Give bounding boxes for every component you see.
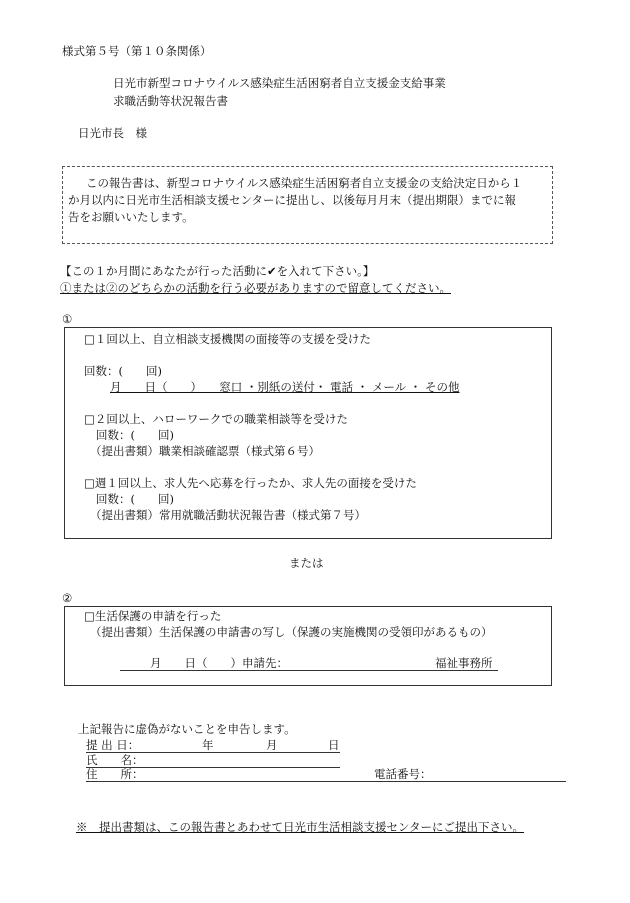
intro-line-2: か月以内に日光市生活相談支援センターに提出し、以後毎月月末（提出期限）までに報 — [68, 193, 517, 207]
submit-date-label: 提 出 日： — [86, 738, 140, 752]
form-number: 様式第５号（第１０条関係） — [62, 44, 212, 58]
section1-label: ① — [62, 312, 73, 326]
submit-month: 月 — [266, 738, 278, 752]
submit-year: 年 — [202, 738, 214, 752]
section2-date: 月 日（ ）申請先： — [150, 656, 288, 670]
section2-office: 福祉事務所 — [435, 656, 493, 670]
title-line-1: 日光市新型コロナウイルス感染症生活困窮者自立支援金支給事業 — [113, 76, 446, 90]
address-underline — [86, 781, 566, 782]
section1-item3-doc: （提出書類）常用就職活動状況報告書（様式第７号） — [90, 508, 366, 522]
section1-item2-check[interactable]: □２回以上、ハローワークでの職業相談等を受けた — [84, 412, 348, 426]
footnote: ※ 提出書類は、この報告書とあわせて日光市生活相談支援センターにご提出下さい。 — [76, 820, 525, 834]
title-line-2: 求職活動等状況報告書 — [113, 94, 228, 108]
section2-check[interactable]: □生活保護の申請を行った — [84, 609, 222, 623]
section1-item3-check[interactable]: □週１回以上、求人先へ応募を行ったか、求人先の面接を受けた — [84, 476, 417, 490]
section1-item2-count: 回数：( 回) — [96, 428, 174, 442]
phone-label: 電話番号： — [374, 767, 432, 781]
name-label: 氏 名： — [86, 753, 144, 767]
intro-line-1: この報告書は、新型コロナウイルス感染症生活困窮者自立支援金の支給決定日から１ — [86, 176, 523, 190]
instruction-check: 【この１か月間にあなたが行った活動に✔を入れて下さい。】 — [60, 264, 375, 278]
section1-item3-count: 回数：( 回) — [96, 492, 174, 506]
or-label: または — [289, 556, 324, 570]
instruction-note: ①または②のどちらかの活動を行う必要がありますので留意してください。 — [60, 281, 451, 295]
section2-date-underline — [120, 670, 498, 671]
section1-item2-doc: （提出書類）職業相談確認票（様式第６号） — [90, 444, 320, 458]
section1-item1-check[interactable]: □１回以上、自立相談支援機関の面接等の支援を受けた — [84, 332, 371, 346]
declaration-text: 上記報告に虚偽がないことを申告します。 — [78, 722, 296, 736]
submit-day: 日 — [328, 738, 340, 752]
section2-doc: （提出書類）生活保護の申請書の写し（保護の実施機関の受領印があるもの） — [90, 625, 493, 639]
address-label: 住 所： — [86, 767, 144, 781]
section1-item1-detail: 月 日（ ） 窓口 ・別紙の送付・ 電話 ・ メール ・ その他 — [110, 380, 460, 394]
section1-item1-count: 回数：( 回) — [84, 364, 162, 378]
addressee: 日光市長 様 — [78, 126, 147, 140]
intro-line-3: 告をお願いいたします。 — [68, 210, 194, 224]
section2-label: ② — [62, 591, 73, 605]
